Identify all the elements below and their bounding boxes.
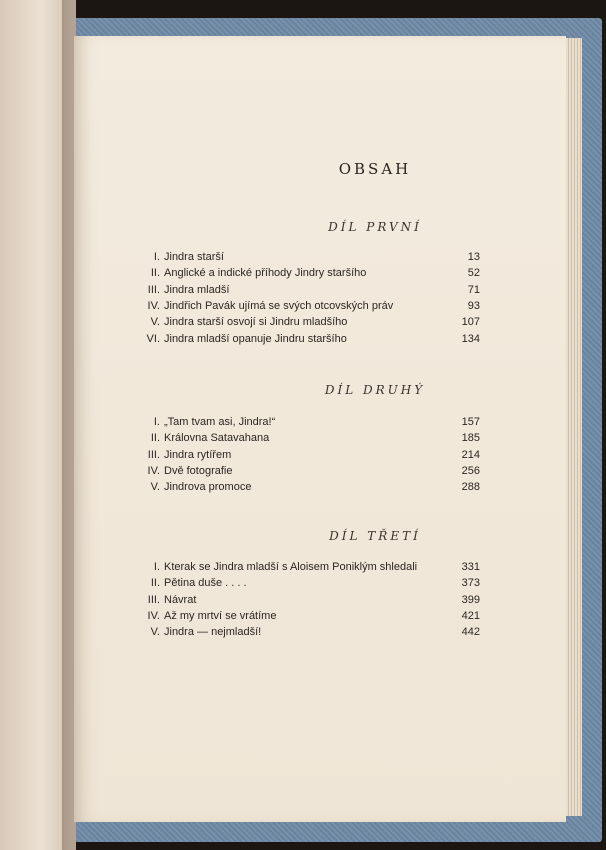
chapter-title: Kterak se Jindra mladší s Aloisem Poniklým shledali [164,561,418,573]
chapter-numeral: I. [153,416,160,428]
toc-entry [114,251,480,267]
contents-page [74,36,566,822]
chapter-page-number: 157 [461,416,480,428]
chapter-numeral: III. [147,448,160,461]
toc-entry [114,561,480,577]
toc-entry [114,333,480,349]
part-title-1: DÍL PRVNÍ [328,220,422,234]
toc-entry [114,284,480,300]
chapter-numeral: I. [153,561,160,573]
chapter-numeral: III. [147,593,160,606]
chapter-page-number: 373 [461,577,480,590]
chapter-numeral: IV. [147,609,160,622]
chapter-numeral: V. [150,626,160,639]
chapter-numeral: V. [150,481,160,494]
part-title-2: DÍL DRUHÝ [324,383,426,397]
toc-entry [114,449,480,465]
toc-entry [114,594,480,610]
chapter-numeral: II. [150,432,160,445]
chapter-page-number: 214 [461,448,480,461]
chapter-numeral: II. [150,267,160,280]
chapter-page-number: 134 [461,332,480,345]
chapter-title: Jindrova promoce [164,481,252,494]
chapter-numeral: VI. [146,332,160,345]
toc-entry [114,267,480,283]
toc-entry [114,316,480,332]
chapter-numeral: V. [150,316,160,329]
chapter-page-number: 256 [461,464,480,477]
toc-entry [114,626,480,642]
chapter-title: Dvě fotografie [164,464,233,477]
chapter-title: „Tam tvam asi, Jindra!“ [164,416,276,428]
chapter-title: Jindra mladší [164,283,230,296]
chapter-title: Jindra starší osvojí si Jindru mladšího [164,316,348,329]
chapter-title: Anglické a indické příhody Jindry staršího [164,267,367,280]
toc-entry [114,481,480,497]
chapter-page-number: 442 [461,626,480,639]
chapter-numeral: I. [153,251,160,263]
page-title: OBSAH [338,160,412,178]
toc-entry [114,610,480,626]
chapter-page-number: 13 [467,251,480,263]
chapter-numeral: IV. [147,464,160,477]
toc-entry [114,577,480,593]
toc-entry [114,465,480,481]
chapter-numeral: III. [147,283,160,296]
chapter-title: Jindřich Pavák ujímá se svých otcovských práv [164,299,394,312]
chapter-page-number: 421 [461,609,480,622]
chapter-numeral: II. [150,577,160,590]
chapter-title: Jindra starší [164,251,224,263]
chapter-title: Pětina duše . . . . [164,577,247,590]
toc-entry [114,432,480,448]
part-title-3: DÍL TŘETÍ [329,529,421,543]
chapter-page-number: 52 [467,267,480,280]
chapter-page-number: 71 [467,283,480,296]
chapter-title: Jindra rytířem [164,448,232,461]
chapter-page-number: 331 [461,561,480,573]
chapter-page-number: 93 [467,299,480,312]
chapter-title: Návrat [164,593,197,606]
chapter-title: Královna Satavahana [164,432,270,445]
chapter-numeral: IV. [147,299,160,312]
toc-entry [114,416,480,432]
chapter-title: Jindra — nejmladší! [164,626,262,639]
toc-entry [114,300,480,316]
chapter-page-number: 399 [461,593,480,606]
chapter-title: Až my mrtví se vrátíme [164,609,277,622]
chapter-title: Jindra mladší opanuje Jindru staršího [164,332,347,345]
chapter-page-number: 107 [461,316,480,329]
chapter-page-number: 288 [461,481,480,494]
chapter-page-number: 185 [461,432,480,445]
